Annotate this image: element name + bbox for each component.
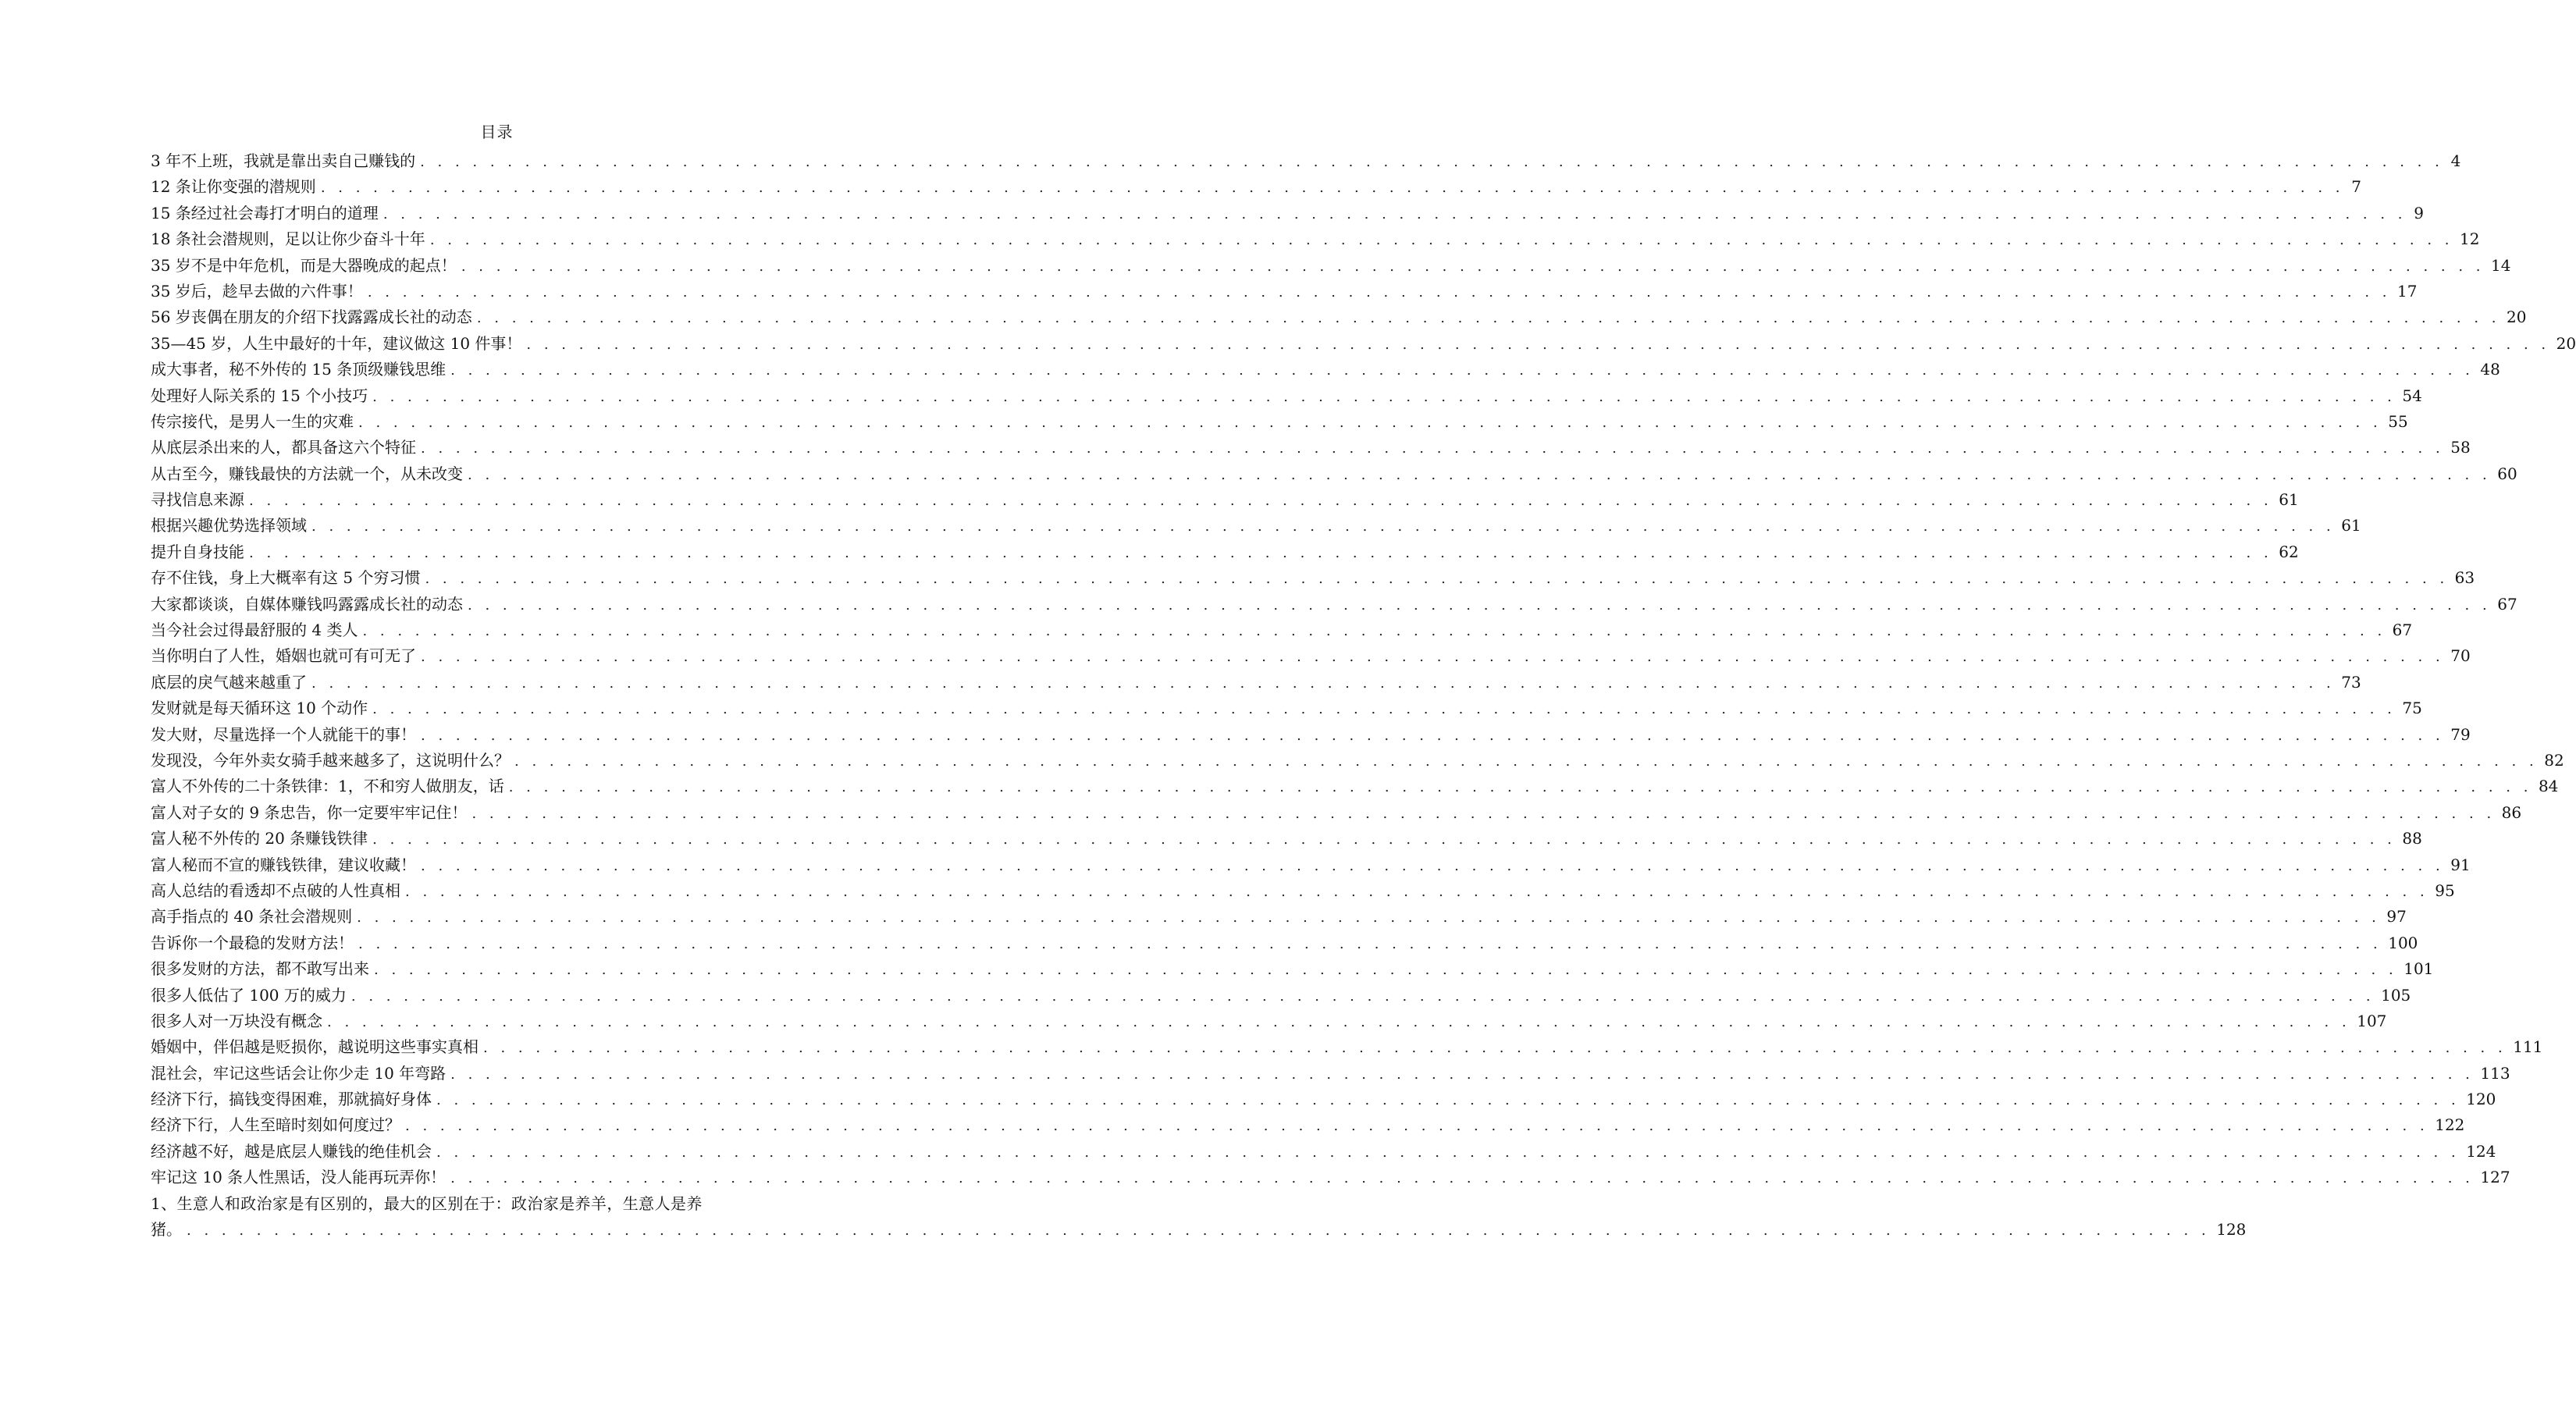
toc-entry[interactable]	[151, 1191, 2247, 1243]
toc-entry-label: 牢记这 10 条人性黑话，没人能再玩弄你！	[151, 1168, 447, 1187]
toc-entry-page-number: 55	[2388, 411, 2408, 431]
toc-list	[151, 148, 2576, 1243]
toc-entry-leader: . . . . . . . . . . . . . . . . . . . . . . . . . . . . . . . . . . . . . . . . . . . . . . . . . . . . . . . . . . . . . . . . . . . . . . . . . . . . . . . . . . . . . . . . . . . . . . . . . . . . . . . . . . . . . . . . . . . .	[372, 701, 2396, 718]
toc-entry[interactable]	[151, 1061, 2510, 1087]
toc-entry[interactable]	[151, 670, 2361, 695]
toc-entry-label: 发财就是每天循环这 10 个动作	[151, 699, 368, 718]
toc-entry-label: 经济下行，人生至暗时刻如何度过？	[151, 1115, 400, 1135]
toc-entry[interactable]	[151, 409, 2408, 435]
toc-entry-label: 35—45 岁，人生中最好的十年，建议做这 10 件事！	[151, 333, 522, 353]
toc-entry-label: 混社会，牢记这些话会让你少走 10 年弯路	[151, 1063, 447, 1083]
toc-entry-page-number: 107	[2357, 1011, 2387, 1030]
toc-entry[interactable]	[151, 617, 2413, 643]
toc-entry[interactable]	[151, 1034, 2543, 1060]
toc-entry-page-number: 12	[2460, 229, 2480, 249]
toc-entry-leader: . . . . . . . . . . . . . . . . . . . . . . . . . . . . . . . . . . . . . . . . . . . . . . . . . . . . . . . . . . . . . . . . . . . . . . . . . . . . . . . . . . . . . . . . . . . . . . . . . . . . . . . . . . . . . . . . . . . .	[358, 935, 2382, 952]
toc-entry-leader: . . . . . . . . . . . . . . . . . . . . . . . . . . . . . . . . . . . . . . . . . . . . . . . . . . . . . . . . . . . . . . . . . . . . . . . . . . . . . . . . . . . . . . . . . . . . . . . . . . . . . . . . . . . . . . . . . . . .	[187, 1222, 2211, 1240]
toc-entry-label: 富人不外传的二十条铁律：1，不和穷人做朋友，话	[151, 777, 504, 796]
toc-entry[interactable]	[151, 643, 2471, 669]
toc-entry[interactable]	[151, 357, 2500, 382]
toc-entry-leader: . . . . . . . . . . . . . . . . . . . . . . . . . . . . . . . . . . . . . . . . . . . . . . . . . . . . . . . . . . . . . . . . . . . . . . . . . . . . . . . . . . . . . . . . . . . . . . . . . . . . . . . . . . . . . . . . . . . .	[249, 493, 2273, 510]
toc-entry-page-number: 91	[2450, 855, 2471, 874]
toc-entry-page-number: 48	[2480, 360, 2500, 379]
toc-entry-page-number: 128	[2216, 1220, 2247, 1240]
toc-entry-label: 富人对子女的 9 条忠告，你一定要牢牢记住！	[151, 802, 468, 822]
toc-entry-page-number: 62	[2279, 542, 2299, 561]
toc-entry-leader: . . . . . . . . . . . . . . . . . . . . . . . . . . . . . . . . . . . . . . . . . . . . . . . . . . . . . . . . . . . . . . . . . . . . . . . . . . . . . . . . . . . . . . . . . . . . . . . . . . . . . . . . . . . . . . . . . . . .	[476, 310, 2501, 327]
toc-entry-leader: . . . . . . . . . . . . . . . . . . . . . . . . . . . . . . . . . . . . . . . . . . . . . . . . . . . . . . . . . . . . . . . . . . . . . . . . . . . . . . . . . . . . . . . . . . . . . . . . . . . . . . . . . . . . . . . . . . . .	[374, 962, 2398, 979]
toc-entry-label: 婚姻中，伴侣越是贬损你，越说明这些事实真相	[151, 1037, 479, 1057]
toc-entry-page-number: 67	[2497, 594, 2517, 614]
toc-entry-label: 12 条让你变强的潜规则	[151, 177, 316, 197]
toc-entry-leader: . . . . . . . . . . . . . . . . . . . . . . . . . . . . . . . . . . . . . . . . . . . . . . . . . . . . . . . . . . . . . . . . . . . . . . . . . . . . . . . . . . . . . . . . . . . . . . . . . . . . . . . . . . . . . . . . . . . .	[471, 805, 2496, 822]
toc-entry[interactable]	[151, 279, 2418, 304]
toc-entry-leader: . . . . . . . . . . . . . . . . . . . . . . . . . . . . . . . . . . . . . . . . . . . . . . . . . . . . . . . . . . . . . . . . . . . . . . . . . . . . . . . . . . . . . . . . . . . . . . . . . . . . . . . . . . . . . . . . . . . .	[421, 857, 2445, 874]
toc-entry[interactable]	[151, 1112, 2465, 1138]
toc-entry-leader: . . . . . . . . . . . . . . . . . . . . . . . . . . . . . . . . . . . . . . . . . . . . . . . . . . . . . . . . . . . . . . . . . . . . . . . . . . . . . . . . . . . . . . . . . . . . . . . . . . . . . . . . . . . . . . . . . . . .	[450, 362, 2475, 379]
toc-entry-leader: . . . . . . . . . . . . . . . . . . . . . . . . . . . . . . . . . . . . . . . . . . . . . . . . . . . . . . . . . . . . . . . . . . . . . . . . . . . . . . . . . . . . . . . . . . . . . . . . . . . . . . . . . . . . . . . . . . . .	[468, 466, 2492, 483]
toc-entry[interactable]	[151, 1008, 2387, 1034]
toc-entry[interactable]	[151, 461, 2517, 487]
toc-entry-leader: . . . . . . . . . . . . . . . . . . . . . . . . . . . . . . . . . . . . . . . . . . . . . . . . . . . . . . . . . . . . . . . . . . . . . . . . . . . . . . . . . . . . . . . . . . . . . . . . . . . . . . . . . . . . . . . . . . . .	[249, 544, 2273, 561]
toc-entry-page-number: 120	[2466, 1090, 2496, 1109]
toc-entry-leader: . . . . . . . . . . . . . . . . . . . . . . . . . . . . . . . . . . . . . . . . . . . . . . . . . . . . . . . . . . . . . . . . . . . . . . . . . . . . . . . . . . . . . . . . . . . . . . . . . . . . . . . . . . . . . . . . . . . .	[508, 779, 2532, 796]
toc-entry[interactable]	[151, 826, 2422, 852]
toc-entry-leader: . . . . . . . . . . . . . . . . . . . . . . . . . . . . . . . . . . . . . . . . . . . . . . . . . . . . . . . . . . . . . . . . . . . . . . . . . . . . . . . . . . . . . . . . . . . . . . . . . . . . . . . . . . . . . . . . . . . .	[421, 649, 2445, 666]
toc-entry[interactable]	[151, 201, 2425, 226]
toc-entry-page-number: 7	[2351, 177, 2362, 197]
toc-entry-page-number: 86	[2501, 802, 2522, 822]
toc-entry-page-number: 101	[2403, 959, 2434, 979]
toc-entry-label: 3 年不上班，我就是靠出卖自己赚钱的	[151, 151, 416, 170]
toc-entry-page-number: 61	[2279, 490, 2299, 510]
toc-entry-label: 发大财，尽量选择一个人就能干的事！	[151, 724, 416, 744]
toc-entry-page-number: 67	[2392, 621, 2413, 640]
toc-entry[interactable]	[151, 539, 2299, 565]
toc-entry-label: 高人总结的看透却不点破的人性真相	[151, 880, 400, 900]
toc-entry-page-number: 20	[2556, 333, 2576, 353]
toc-entry-page-number: 70	[2450, 646, 2471, 666]
toc-entry-page-number: 122	[2435, 1115, 2465, 1135]
toc-entry[interactable]	[151, 565, 2475, 591]
toc-entry[interactable]	[151, 878, 2455, 904]
toc-entry[interactable]	[151, 304, 2527, 330]
toc-entry-label: 经济下行，搞钱变得困难，那就搞好身体	[151, 1090, 432, 1109]
toc-entry[interactable]	[151, 930, 2418, 956]
toc-entry-label: 56 岁丧偶在朋友的介绍下找露露成长社的动态	[151, 308, 472, 327]
toc-entry-label: 寻找信息来源	[151, 490, 244, 510]
toc-entry-leader: . . . . . . . . . . . . . . . . . . . . . . . . . . . . . . . . . . . . . . . . . . . . . . . . . . . . . . . . . . . . . . . . . . . . . . . . . . . . . . . . . . . . . . . . . . . . . . . . . . . . . . . . . . . . . . . . . . . .	[320, 180, 2345, 197]
toc-entry-leader: . . . . . . . . . . . . . . . . . . . . . . . . . . . . . . . . . . . . . . . . . . . . . . . . . . . . . . . . . . . . . . . . . . . . . . . . . . . . . . . . . . . . . . . . . . . . . . . . . . . . . . . . . . . . . . . . . . . .	[450, 1065, 2475, 1083]
toc-entry-label: 很多发财的方法，都不敢写出来	[151, 959, 369, 979]
toc-entry-page-number: 63	[2454, 568, 2475, 588]
toc-entry-leader: . . . . . . . . . . . . . . . . . . . . . . . . . . . . . . . . . . . . . . . . . . . . . . . . . . . . . . . . . . . . . . . . . . . . . . . . . . . . . . . . . . . . . . . . . . . . . . . . . . . . . . . . . . . . . . . . . . . .	[421, 440, 2445, 457]
toc-entry-leader: . . . . . . . . . . . . . . . . . . . . . . . . . . . . . . . . . . . . . . . . . . . . . . . . . . . . . . . . . . . . . . . . . . . . . . . . . . . . . . . . . . . . . . . . . . . . . . . . . . . . . . . . . . . . . . . . . . . .	[526, 336, 2550, 353]
toc-entry[interactable]	[151, 774, 2559, 799]
toc-entry[interactable]	[151, 174, 2362, 200]
toc-entry-label: 1、生意人和政治家是有区别的，最大的区别在于：政治家是养羊，生意人是养	[151, 1193, 703, 1213]
toc-entry-leader: . . . . . . . . . . . . . . . . . . . . . . . . . . . . . . . . . . . . . . . . . . . . . . . . . . . . . . . . . . . . . . . . . . . . . . . . . . . . . . . . . . . . . . . . . . . . . . . . . . . . . . . . . . . . . . . . . . . .	[436, 1144, 2460, 1161]
toc-entry-page-number: 82	[2544, 750, 2564, 770]
toc-entry-page-number: 9	[2414, 203, 2425, 222]
toc-entry-label: 富人秘而不宣的赚钱铁律，建议收藏！	[151, 855, 416, 874]
toc-entry-leader: . . . . . . . . . . . . . . . . . . . . . . . . . . . . . . . . . . . . . . . . . . . . . . . . . . . . . . . . . . . . . . . . . . . . . . . . . . . . . . . . . . . . . . . . . . . . . . . . . . . . . . . . . . . . . . . . . . . .	[483, 1040, 2507, 1057]
toc-entry-label: 35 岁后，趁早去做的六件事！	[151, 281, 363, 301]
toc-entry-page-number: 75	[2402, 699, 2422, 718]
toc-entry-label: 从底层杀出来的人，都具备这六个特征	[151, 438, 416, 457]
toc-entry-leader: . . . . . . . . . . . . . . . . . . . . . . . . . . . . . . . . . . . . . . . . . . . . . . . . . . . . . . . . . . . . . . . . . . . . . . . . . . . . . . . . . . . . . . . . . . . . . . . . . . . . . . . . . . . . . . . . . . . .	[311, 518, 2336, 535]
toc-entry-page-number: 54	[2402, 386, 2422, 405]
toc-entry-leader: . . . . . . . . . . . . . . . . . . . . . . . . . . . . . . . . . . . . . . . . . . . . . . . . . . . . . . . . . . . . . . . . . . . . . . . . . . . . . . . . . . . . . . . . . . . . . . . . . . . . . . . . . . . . . . . . . . . .	[420, 154, 2444, 170]
toc-entry-leader: . . . . . . . . . . . . . . . . . . . . . . . . . . . . . . . . . . . . . . . . . . . . . . . . . . . . . . . . . . . . . . . . . . . . . . . . . . . . . . . . . . . . . . . . . . . . . . . . . . . . . . . . . . . . . . . . . . . .	[436, 1092, 2460, 1109]
toc-entry[interactable]	[151, 226, 2480, 252]
toc-entry-page-number: 105	[2381, 985, 2411, 1005]
toc-entry-page-number: 127	[2480, 1168, 2510, 1187]
toc-entry[interactable]	[151, 852, 2471, 878]
toc-entry-leader: . . . . . . . . . . . . . . . . . . . . . . . . . . . . . . . . . . . . . . . . . . . . . . . . . . . . . . . . . . . . . . . . . . . . . . . . . . . . . . . . . . . . . . . . . . . . . . . . . . . . . . . . . . . . . . . . . . . .	[311, 674, 2336, 692]
toc-entry-leader: . . . . . . . . . . . . . . . . . . . . . . . . . . . . . . . . . . . . . . . . . . . . . . . . . . . . . . . . . . . . . . . . . . . . . . . . . . . . . . . . . . . . . . . . . . . . . . . . . . . . . . . . . . . . . . . . . . . .	[382, 205, 2407, 222]
toc-entry[interactable]	[151, 956, 2434, 982]
toc-entry-label: 经济越不好，越是底层人赚钱的绝佳机会	[151, 1141, 432, 1161]
toc-entry-page-number: 124	[2466, 1141, 2496, 1161]
toc-entry-page-number: 4	[2450, 151, 2461, 170]
toc-entry-label: 从古至今，赚钱最快的方法就一个，从未改变	[151, 464, 463, 483]
toc-entry-page-number: 95	[2435, 880, 2455, 900]
toc-entry-page-number: 14	[2491, 255, 2511, 275]
toc-entry-page-number: 88	[2402, 829, 2422, 848]
toc-entry[interactable]	[151, 383, 2422, 409]
toc-entry[interactable]	[151, 748, 2564, 774]
toc-entry[interactable]	[151, 904, 2407, 930]
toc-entry-label: 富人秘不外传的 20 条赚钱铁律	[151, 829, 368, 848]
toc-entry-label: 根据兴趣优势选择领域	[151, 516, 307, 535]
toc-entry-leader: . . . . . . . . . . . . . . . . . . . . . . . . . . . . . . . . . . . . . . . . . . . . . . . . . . . . . . . . . . . . . . . . . . . . . . . . . . . . . . . . . . . . . . . . . . . . . . . . . . . . . . . . . . . . . . . . . . . .	[429, 232, 2454, 249]
toc-entry[interactable]	[151, 513, 2361, 539]
toc-entry[interactable]	[151, 1165, 2510, 1190]
toc-entry-label: 15 条经过社会毒打才明白的道理	[151, 203, 379, 222]
toc-entry[interactable]	[151, 1087, 2496, 1112]
toc-entry-leader: . . . . . . . . . . . . . . . . . . . . . . . . . . . . . . . . . . . . . . . . . . . . . . . . . . . . . . . . . . . . . . . . . . . . . . . . . . . . . . . . . . . . . . . . . . . . . . . . . . . . . . . . . . . . . . . . . . . .	[421, 727, 2445, 744]
toc-entry-leader: . . . . . . . . . . . . . . . . . . . . . . . . . . . . . . . . . . . . . . . . . . . . . . . . . . . . . . . . . . . . . . . . . . . . . . . . . . . . . . . . . . . . . . . . . . . . . . . . . . . . . . . . . . . . . . . . . . . .	[468, 596, 2492, 614]
toc-entry-label: 大家都谈谈，自媒体赚钱吗露露成长社的动态	[151, 594, 463, 614]
toc-entry-page-number: 84	[2538, 777, 2559, 796]
toc-entry-label: 提升自身技能	[151, 542, 244, 561]
toc-entry[interactable]	[151, 592, 2517, 617]
toc-entry[interactable]	[151, 695, 2422, 721]
toc-title: 目录	[480, 123, 514, 141]
toc-entry-page-number: 17	[2397, 281, 2418, 301]
toc-entry-leader: . . . . . . . . . . . . . . . . . . . . . . . . . . . . . . . . . . . . . . . . . . . . . . . . . . . . . . . . . . . . . . . . . . . . . . . . . . . . . . . . . . . . . . . . . . . . . . . . . . . . . . . . . . . . . . . . . . . .	[514, 752, 2539, 770]
toc-entry[interactable]	[151, 1139, 2496, 1165]
toc-entry-label: 成大事者，秘不外传的 15 条顶级赚钱思维	[151, 360, 447, 379]
toc-entry[interactable]	[151, 722, 2471, 748]
toc-entry-page-number: 73	[2341, 672, 2361, 692]
toc-entry-label: 当你明白了人性，婚姻也就可有可无了	[151, 646, 416, 666]
toc-entry-label: 高手指点的 40 条社会潜规则	[151, 907, 353, 927]
toc-entry-leader: . . . . . . . . . . . . . . . . . . . . . . . . . . . . . . . . . . . . . . . . . . . . . . . . . . . . . . . . . . . . . . . . . . . . . . . . . . . . . . . . . . . . . . . . . . . . . . . . . . . . . . . . . . . . . . . . . . . .	[425, 571, 2449, 588]
toc-entry-page-number: 100	[2388, 933, 2418, 952]
toc-entry-leader: . . . . . . . . . . . . . . . . . . . . . . . . . . . . . . . . . . . . . . . . . . . . . . . . . . . . . . . . . . . . . . . . . . . . . . . . . . . . . . . . . . . . . . . . . . . . . . . . . . . . . . . . . . . . . . . . . . . .	[372, 388, 2396, 405]
toc-entry[interactable]	[151, 800, 2522, 826]
toc-entry-leader: . . . . . . . . . . . . . . . . . . . . . . . . . . . . . . . . . . . . . . . . . . . . . . . . . . . . . . . . . . . . . . . . . . . . . . . . . . . . . . . . . . . . . . . . . . . . . . . . . . . . . . . . . . . . . . . . . . . .	[405, 1118, 2429, 1135]
toc-entry[interactable]	[151, 148, 2461, 174]
toc-entry-label: 当今社会过得最舒服的 4 类人	[151, 621, 358, 640]
toc-entry-page-number: 20	[2507, 308, 2527, 327]
toc-entry-label: 18 条社会潜规则，足以让你少奋斗十年	[151, 229, 425, 249]
toc-entry-label: 发现没，今年外卖女骑手越来越多了，这说明什么？	[151, 750, 510, 770]
toc-entry[interactable]	[151, 487, 2299, 513]
toc-entry-label: 处理好人际关系的 15 个小技巧	[151, 386, 368, 405]
toc-entry-page-number: 58	[2450, 438, 2471, 457]
toc-entry-label: 传宗接代，是男人一生的灾难	[151, 411, 354, 431]
toc-entry-leader: . . . . . . . . . . . . . . . . . . . . . . . . . . . . . . . . . . . . . . . . . . . . . . . . . . . . . . . . . . . . . . . . . . . . . . . . . . . . . . . . . . . . . . . . . . . . . . . . . . . . . . . . . . . . . . . . . . . .	[405, 883, 2429, 900]
toc-entry-label-continued: 猪。	[151, 1220, 182, 1240]
toc-entry-label: 很多人对一万块没有概念	[151, 1011, 322, 1030]
toc-entry[interactable]	[151, 331, 2576, 357]
toc-entry-label: 很多人低估了 100 万的威力	[151, 985, 347, 1005]
toc-entry-label: 存不住钱，身上大概率有这 5 个穷习惯	[151, 568, 421, 588]
toc-entry-page-number: 111	[2513, 1037, 2543, 1057]
toc-entry-leader: . . . . . . . . . . . . . . . . . . . . . . . . . . . . . . . . . . . . . . . . . . . . . . . . . . . . . . . . . . . . . . . . . . . . . . . . . . . . . . . . . . . . . . . . . . . . . . . . . . . . . . . . . . . . . . . . . . . .	[362, 623, 2386, 640]
toc-entry-page-number: 79	[2450, 724, 2471, 744]
toc-entry-leader: . . . . . . . . . . . . . . . . . . . . . . . . . . . . . . . . . . . . . . . . . . . . . . . . . . . . . . . . . . . . . . . . . . . . . . . . . . . . . . . . . . . . . . . . . . . . . . . . . . . . . . . . . . . . . . . . . . . .	[357, 909, 2381, 927]
toc-entry-page-number: 60	[2497, 464, 2517, 483]
toc-entry-label: 底层的戾气越来越重了	[151, 672, 307, 692]
toc-entry[interactable]	[151, 253, 2511, 279]
toc-entry-leader: . . . . . . . . . . . . . . . . . . . . . . . . . . . . . . . . . . . . . . . . . . . . . . . . . . . . . . . . . . . . . . . . . . . . . . . . . . . . . . . . . . . . . . . . . . . . . . . . . . . . . . . . . . . . . . . . . . . .	[450, 1170, 2475, 1187]
toc-entry-page-number: 61	[2341, 516, 2361, 535]
toc-entry-page-number: 113	[2480, 1063, 2510, 1083]
toc-entry-label: 35 岁不是中年危机，而是大器晚成的起点！	[151, 255, 457, 275]
toc-entry-leader: . . . . . . . . . . . . . . . . . . . . . . . . . . . . . . . . . . . . . . . . . . . . . . . . . . . . . . . . . . . . . . . . . . . . . . . . . . . . . . . . . . . . . . . . . . . . . . . . . . . . . . . . . . . . . . . . . . . .	[461, 258, 2485, 275]
toc-entry-leader: . . . . . . . . . . . . . . . . . . . . . . . . . . . . . . . . . . . . . . . . . . . . . . . . . . . . . . . . . . . . . . . . . . . . . . . . . . . . . . . . . . . . . . . . . . . . . . . . . . . . . . . . . . . . . . . . . . . .	[358, 414, 2382, 431]
toc-entry-label: 告诉你一个最稳的发财方法！	[151, 933, 354, 952]
toc-entry-leader: . . . . . . . . . . . . . . . . . . . . . . . . . . . . . . . . . . . . . . . . . . . . . . . . . . . . . . . . . . . . . . . . . . . . . . . . . . . . . . . . . . . . . . . . . . . . . . . . . . . . . . . . . . . . . . . . . . . .	[327, 1013, 2351, 1030]
toc-entry-page-number: 97	[2386, 907, 2407, 927]
toc-entry[interactable]	[151, 983, 2411, 1008]
toc-entry-leader: . . . . . . . . . . . . . . . . . . . . . . . . . . . . . . . . . . . . . . . . . . . . . . . . . . . . . . . . . . . . . . . . . . . . . . . . . . . . . . . . . . . . . . . . . . . . . . . . . . . . . . . . . . . . . . . . . . . .	[350, 987, 2375, 1005]
toc-entry-leader: . . . . . . . . . . . . . . . . . . . . . . . . . . . . . . . . . . . . . . . . . . . . . . . . . . . . . . . . . . . . . . . . . . . . . . . . . . . . . . . . . . . . . . . . . . . . . . . . . . . . . . . . . . . . . . . . . . . .	[367, 283, 2392, 301]
toc-entry-leader: . . . . . . . . . . . . . . . . . . . . . . . . . . . . . . . . . . . . . . . . . . . . . . . . . . . . . . . . . . . . . . . . . . . . . . . . . . . . . . . . . . . . . . . . . . . . . . . . . . . . . . . . . . . . . . . . . . . .	[372, 831, 2396, 848]
toc-entry[interactable]	[151, 435, 2471, 461]
